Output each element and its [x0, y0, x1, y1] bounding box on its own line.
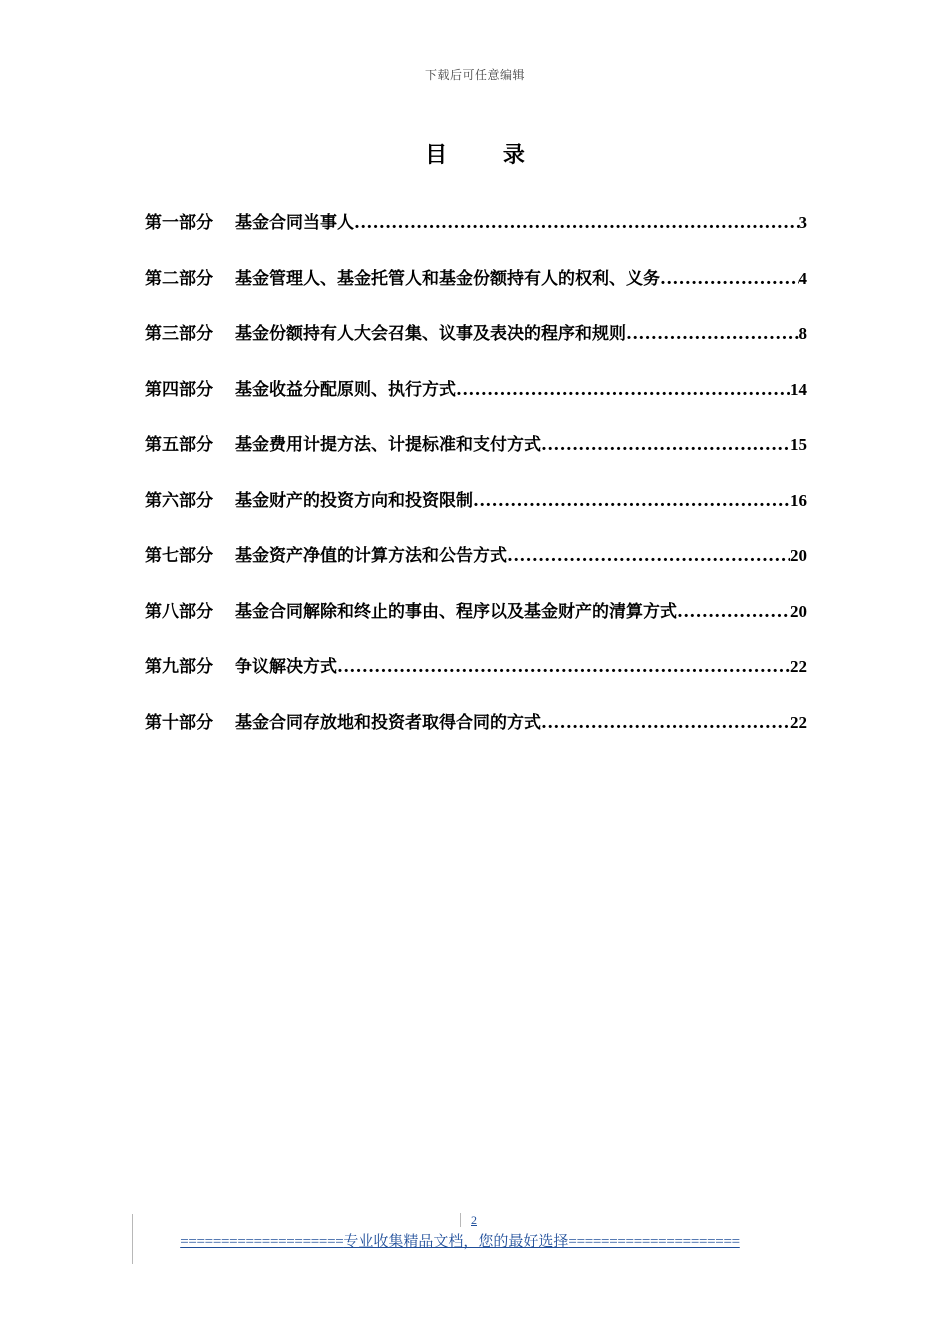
toc-entry[interactable]	[145, 708, 807, 764]
toc-entry[interactable]	[145, 375, 807, 431]
toc-entry[interactable]	[145, 430, 807, 486]
toc-entry-part: 第三部分	[145, 324, 213, 344]
toc-dot-leader	[456, 380, 790, 400]
toc-entry-title: 基金费用计提方法、计提标准和支付方式	[235, 435, 541, 455]
footer-banner-right-rule: =====================	[568, 1234, 740, 1250]
toc-dot-leader	[541, 713, 790, 733]
toc-entry-title: 基金财产的投资方向和投资限制	[235, 490, 473, 511]
toc-entry[interactable]	[145, 319, 807, 375]
toc-dot-leader	[626, 324, 799, 344]
toc-entry-page: 22	[790, 712, 807, 732]
toc-dot-leader	[507, 546, 790, 566]
toc-entry-part: 第五部分	[145, 435, 213, 455]
toc-dot-leader	[660, 269, 799, 289]
toc-title: 目 录	[425, 142, 549, 168]
page-header-note: 下载后可任意编辑	[424, 68, 525, 82]
toc-entry[interactable]	[145, 208, 807, 264]
toc-entry[interactable]	[145, 652, 807, 708]
toc-entry-part: 第八部分	[145, 601, 213, 622]
page-number: 2	[471, 1213, 477, 1227]
page-number-rule	[460, 1213, 461, 1227]
toc-entry[interactable]	[145, 597, 807, 653]
toc-entry-part: 第七部分	[145, 546, 213, 566]
toc-entry-part: 第二部分	[145, 268, 213, 289]
toc-entry-page: 15	[790, 435, 807, 454]
toc-entry-part: 第一部分	[145, 213, 213, 233]
toc-dot-leader	[473, 491, 790, 511]
toc-entry[interactable]	[145, 541, 807, 597]
toc-entry-page: 22	[790, 657, 807, 676]
toc-entry-title: 基金合同当事人	[235, 213, 354, 233]
toc-dot-leader	[541, 435, 790, 455]
toc-dot-leader	[677, 602, 790, 622]
toc-entry-page: 4	[798, 268, 807, 288]
toc-entry-part: 第十部分	[145, 712, 213, 733]
toc-entry-page: 3	[798, 213, 807, 232]
toc-entry-title: 基金合同存放地和投资者取得合同的方式	[235, 712, 541, 733]
toc-entry-page: 16	[790, 490, 807, 510]
toc-entry-page: 20	[790, 601, 807, 621]
toc-entry-title: 基金收益分配原则、执行方式	[235, 379, 456, 400]
toc-entry-part: 第九部分	[145, 657, 213, 677]
toc-entry-part: 第四部分	[145, 379, 213, 400]
toc-entry-part: 第六部分	[145, 490, 213, 511]
toc-entry-title: 基金份额持有人大会召集、议事及表决的程序和规则	[235, 324, 626, 344]
toc-entry-title: 争议解决方式	[235, 657, 337, 677]
toc-dot-leader	[354, 213, 799, 233]
toc-entry[interactable]	[145, 486, 807, 542]
footer-banner-left-rule: ====================	[180, 1234, 344, 1250]
toc-entry-title: 基金合同解除和终止的事由、程序以及基金财产的清算方式	[235, 601, 677, 622]
toc-entry-title: 基金资产净值的计算方法和公告方式	[235, 546, 507, 566]
toc-entry-title: 基金管理人、基金托管人和基金份额持有人的权利、义务	[235, 268, 660, 289]
toc-entry-page: 20	[790, 546, 807, 565]
page-number-container	[460, 1213, 490, 1229]
toc-dot-leader	[337, 657, 790, 677]
toc-entry-page: 14	[790, 379, 807, 399]
footer-banner[interactable]	[0, 1230, 920, 1251]
footer-banner-text: 专业收集精品文档，您的最好选择	[343, 1232, 569, 1250]
table-of-contents	[145, 208, 807, 763]
toc-entry[interactable]	[145, 264, 807, 320]
toc-entry-page: 8	[798, 324, 807, 343]
